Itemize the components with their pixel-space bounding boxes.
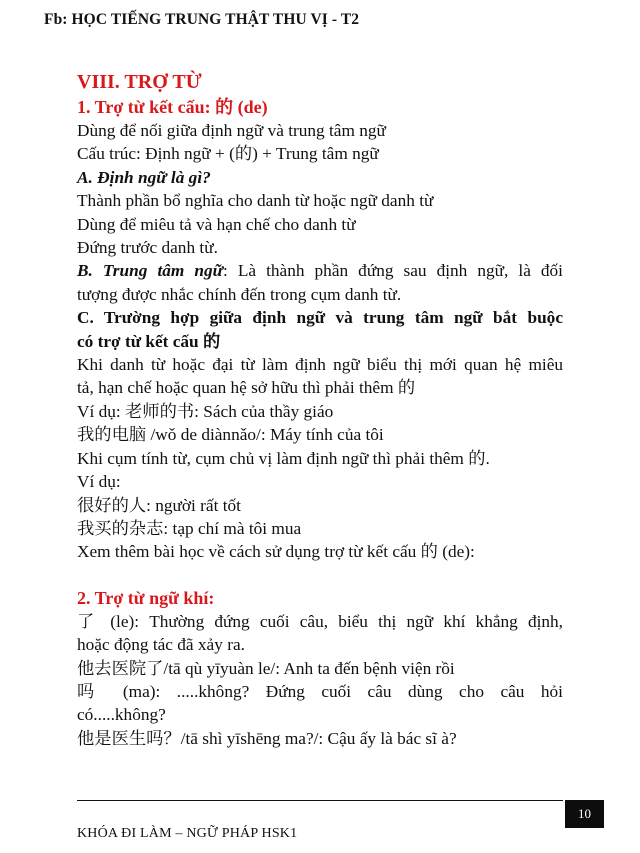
example-line: 我买的杂志: tạp chí mà tôi mua bbox=[77, 518, 302, 538]
page-header: Fb: HỌC TIẾNG TRUNG THẬT THU VỊ - T2 bbox=[44, 11, 360, 28]
spacer bbox=[77, 564, 563, 586]
section-title: VIII. TRỢ TỪ bbox=[77, 71, 202, 93]
example-line: 很好的人: người rất tốt bbox=[77, 495, 241, 515]
text-line: hoặc động tác đã xảy ra. bbox=[77, 635, 245, 655]
page-number-box bbox=[565, 800, 604, 828]
text-line: tượng được nhắc chính đến trong cụm danh từ. bbox=[77, 284, 402, 304]
text-line: tả, hạn chế hoặc quan hệ sở hữu thì phải thêm 的 bbox=[77, 378, 416, 398]
example-line: Ví dụ: 老师的书: Sách của thầy giáo bbox=[77, 401, 334, 421]
subheading-a: A. Định ngữ là gì? bbox=[77, 167, 211, 187]
page-content bbox=[77, 70, 563, 750]
text-line: Thành phần bổ nghĩa cho danh từ hoặc ngữ danh từ bbox=[77, 191, 434, 211]
text-line: 了 (le): Thường đứng cuối câu, biểu thị ngữ khí khẳng định, bbox=[77, 611, 563, 631]
text-span: : Là thành phần đứng sau định ngữ, là đối bbox=[222, 261, 563, 281]
footer-text: KHÓA ĐI LÀM – NGỮ PHÁP HSK1 bbox=[77, 826, 298, 841]
text-line: Khi cụm tính từ, cụm chủ vị làm định ngữ thì phải thêm 的. bbox=[77, 448, 490, 468]
text-line: 吗 (ma): .....không? Đứng cuối câu dùng cho câu hỏi bbox=[77, 681, 563, 701]
text-line: Cấu trúc: Định ngữ + (的) + Trung tâm ngữ bbox=[77, 144, 379, 164]
example-line: 我的电脑 /wǒ de diànnǎo/: Máy tính của tôi bbox=[77, 425, 384, 445]
text-line: Ví dụ: bbox=[77, 472, 121, 492]
text-line: có.....không? bbox=[77, 705, 166, 725]
part2-heading: 2. Trợ từ ngữ khí: bbox=[77, 587, 215, 608]
text-line-b bbox=[77, 259, 563, 282]
example-line: 他是医生吗？/tā shì yīshēng ma?/: Cậu ấy là bác sĩ à? bbox=[77, 728, 457, 748]
text-line: Xem thêm bài học về cách sử dụng trợ từ kết cấu 的 (de): bbox=[77, 542, 475, 562]
text-line: Dùng để nối giữa định ngữ và trung tâm ngữ bbox=[77, 121, 386, 140]
subheading-c-cont: có trợ từ kết cấu 的 bbox=[77, 331, 221, 351]
example-line: 他去医院了/tā qù yīyuàn le/: Anh ta đến bệnh viện rồi bbox=[77, 658, 455, 678]
text-line: Khi danh từ hoặc đại từ làm định ngữ biểu thị mới quan hệ miêu bbox=[77, 355, 563, 375]
text-line: Đứng trước danh từ. bbox=[77, 238, 218, 258]
page-number: 10 bbox=[578, 806, 591, 821]
footer-rule bbox=[77, 800, 563, 801]
part1-heading: 1. Trợ từ kết cấu: 的 (de) bbox=[77, 97, 268, 117]
subheading-c: C. Trường hợp giữa định ngữ và trung tâm ngữ bắt buộc bbox=[77, 308, 563, 328]
subheading-b: B. Trung tâm ngữ bbox=[77, 261, 223, 281]
text-line: Dùng để miêu tả và hạn chế cho danh từ bbox=[77, 214, 356, 234]
